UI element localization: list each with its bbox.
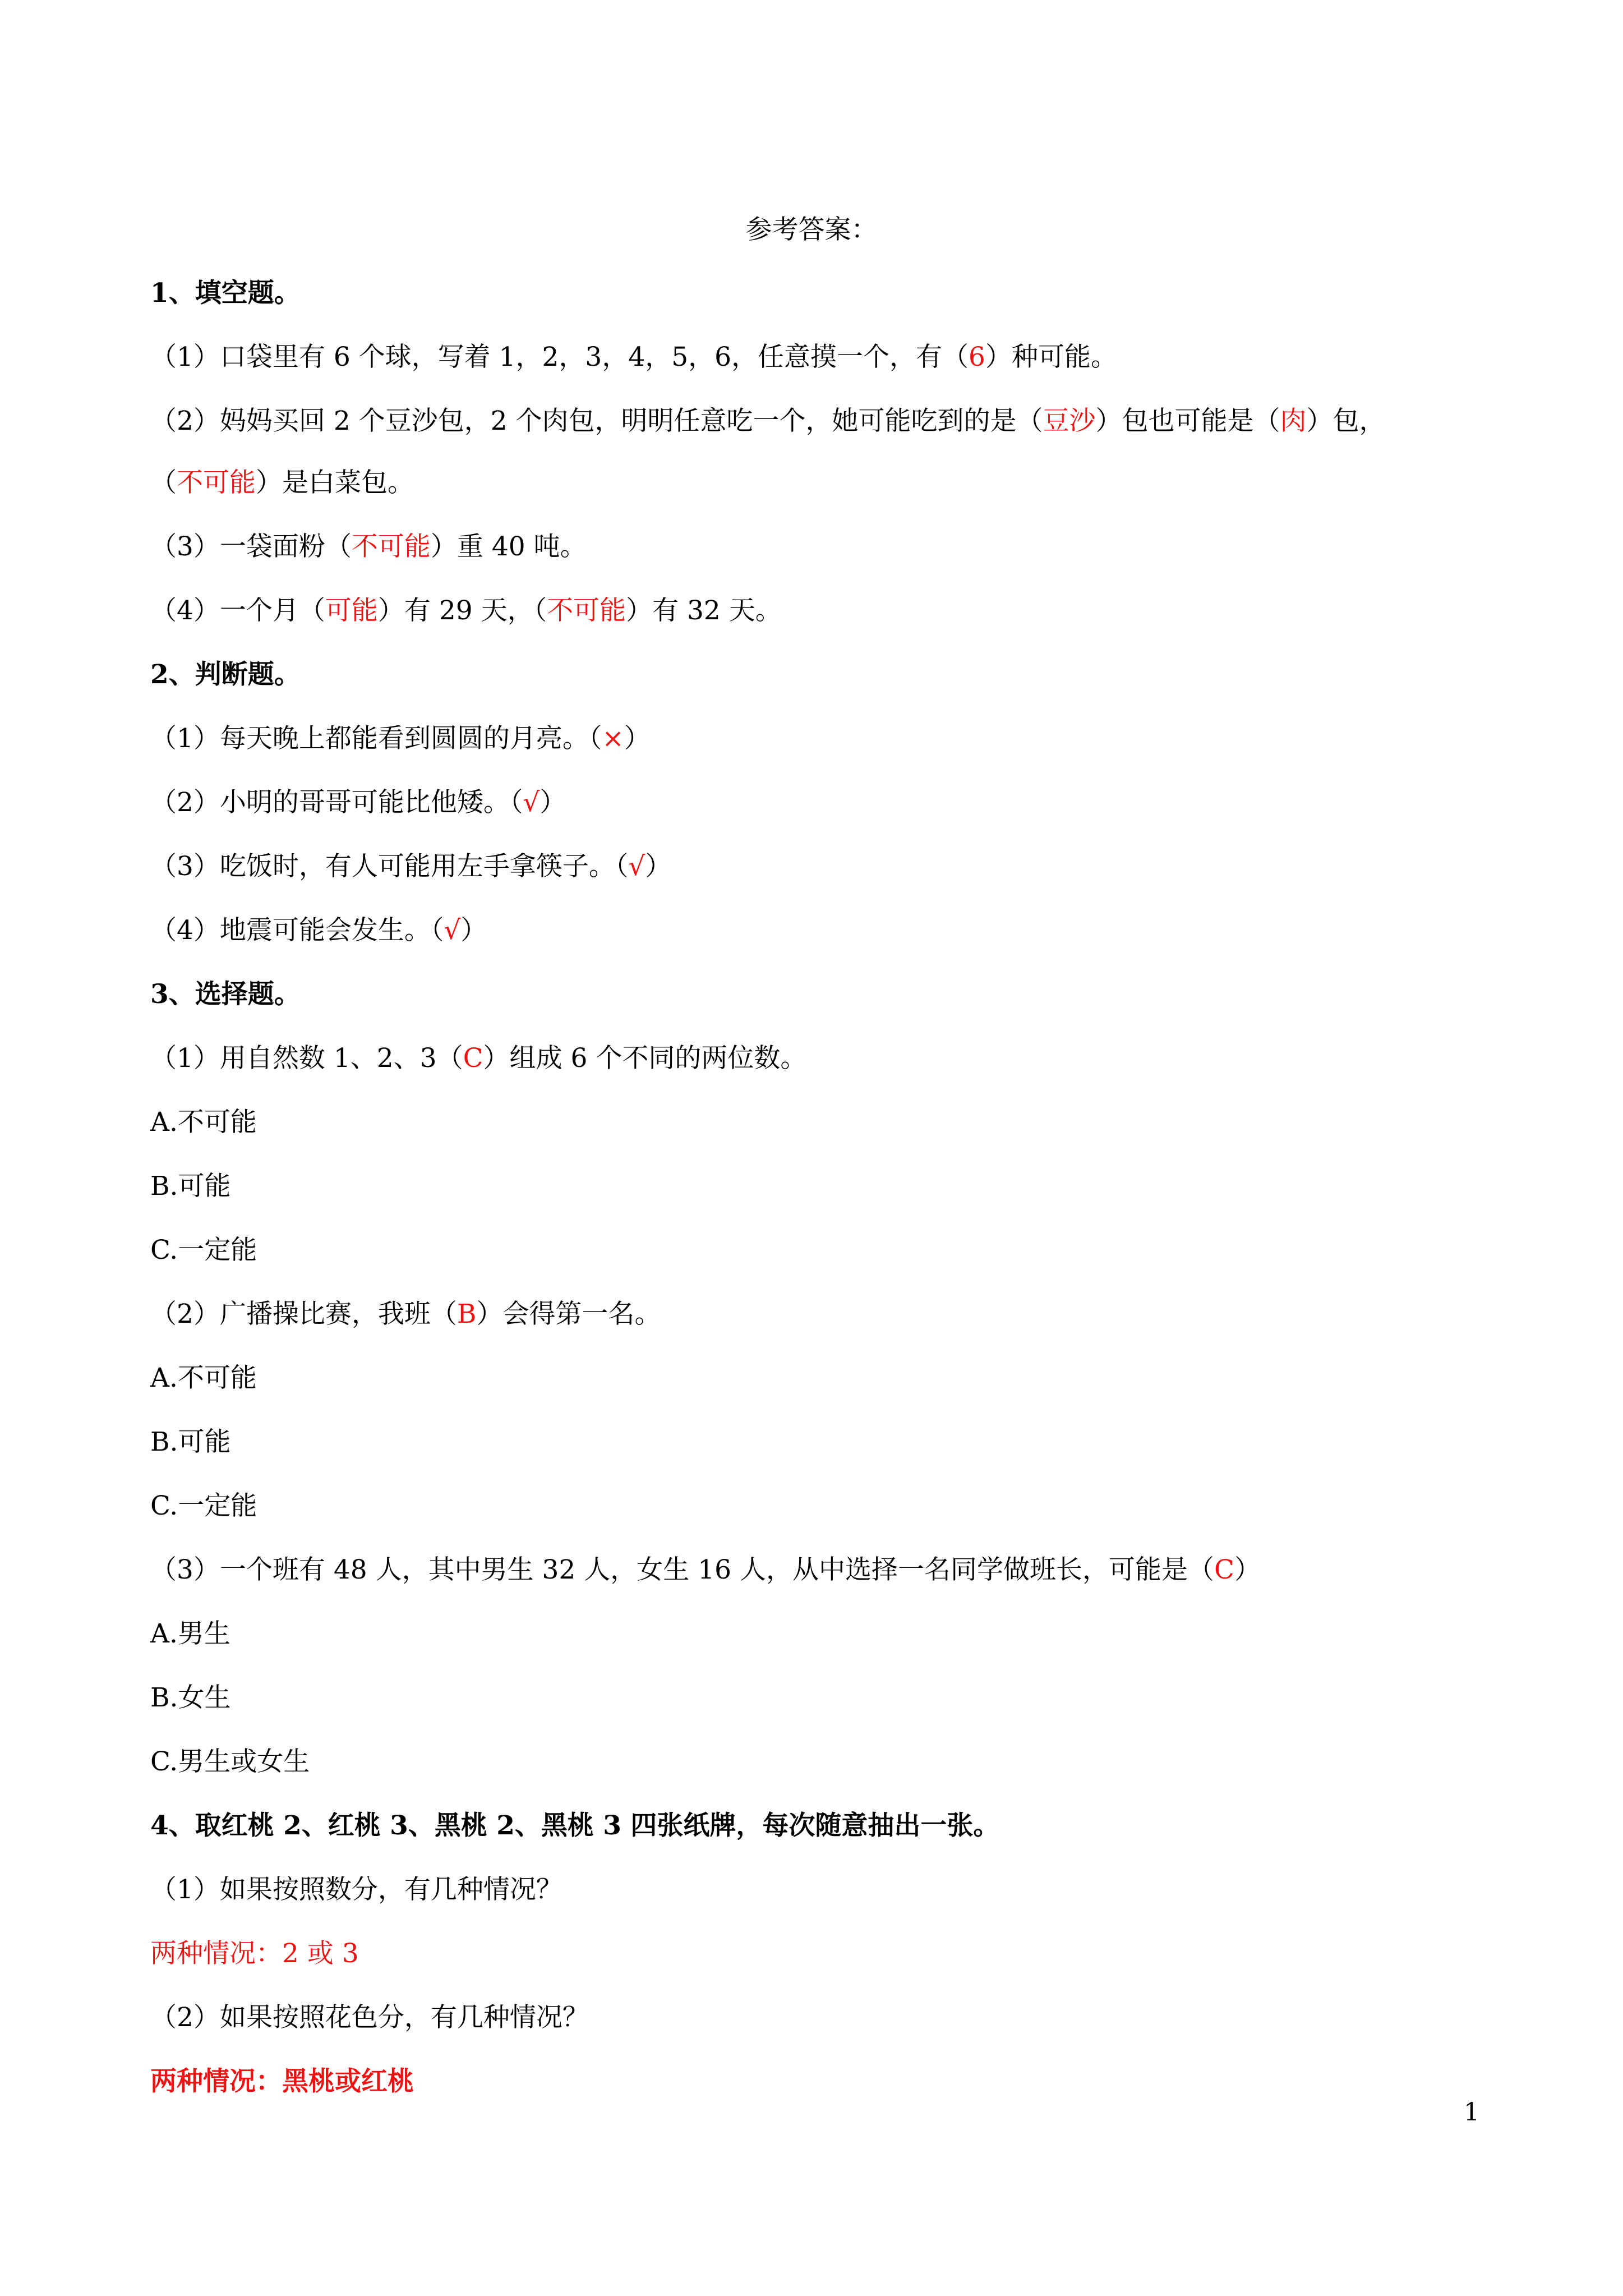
question-text: ）组成 6 个不同的两位数。	[483, 1043, 807, 1074]
answer: √	[523, 787, 540, 818]
question-text: （4）地震可能会发生。（	[150, 915, 444, 946]
section-2-heading: 2、判断题。	[150, 659, 301, 690]
fill-question-4	[150, 594, 782, 628]
question-text: （1）每天晚上都能看到圆圆的月亮。（	[150, 723, 602, 754]
question-text: （3）一个班有 48 人，其中男生 32 人，女生 16 人，从中选择一名同学做班长，可能是（	[150, 1554, 1214, 1585]
choice-option-b: B.可能	[150, 1427, 231, 1457]
question-text: （3）吃饭时，有人可能用左手拿筷子。（	[150, 851, 629, 882]
page-title: 参考答案：	[745, 214, 878, 245]
answer: C	[1214, 1554, 1234, 1585]
fill-question-3	[150, 530, 587, 564]
fill-question-2	[150, 404, 1386, 438]
question-text: ）重 40 吨。	[430, 531, 587, 562]
answer: √	[444, 915, 461, 946]
answer: 不可能	[177, 467, 256, 498]
choice-question-2	[150, 1297, 661, 1331]
question-text: （2）广播操比赛，我班（	[150, 1299, 457, 1329]
answer: 不可能	[547, 595, 626, 626]
question-text: ）	[1234, 1554, 1261, 1585]
question-text: （1）口袋里有 6 个球，写着 1，2，3，4，5，6，任意摸一个，有（	[150, 342, 969, 372]
answer: 豆沙	[1043, 406, 1096, 436]
choice-option-b: B.女生	[150, 1682, 231, 1713]
answer: 不可能	[351, 531, 431, 562]
page-number: 1	[1464, 2098, 1479, 2127]
problem-answer-2: 两种情况：黑桃或红桃	[150, 2066, 414, 2097]
problem-question-1: （1）如果按照数分，有几种情况？	[150, 1874, 562, 1905]
answer: 6	[969, 342, 985, 372]
choice-option-a: A.不可能	[150, 1363, 257, 1393]
question-text: ）有 29 天，（	[377, 595, 547, 626]
question-text: ）	[540, 787, 566, 818]
question-text: （2）小明的哥哥可能比他矮。（	[150, 787, 523, 818]
choice-option-b: B.可能	[150, 1171, 231, 1202]
question-text: ）会得第一名。	[476, 1299, 661, 1329]
answer: ×	[602, 723, 624, 754]
answer: √	[628, 851, 645, 882]
answer: 肉	[1280, 406, 1307, 436]
fill-question-2-continued	[150, 466, 414, 500]
answer: B	[457, 1299, 477, 1329]
judge-question-4	[150, 914, 487, 947]
fill-question-1	[150, 341, 1117, 374]
question-text: （2）妈妈买回 2 个豆沙包，2 个肉包，明明任意吃一个，她可能吃到的是（	[150, 406, 1043, 436]
question-text: ）包，	[1306, 406, 1386, 436]
question-text: ）	[645, 851, 672, 882]
choice-option-c: C.一定能	[150, 1490, 257, 1521]
question-text: ）	[624, 723, 651, 754]
choice-question-3	[150, 1553, 1261, 1587]
question-text: ）	[460, 915, 487, 946]
choice-option-a: A.男生	[150, 1618, 230, 1649]
question-text: （4）一个月（	[150, 595, 325, 626]
question-text: （1）用自然数 1、2、3（	[150, 1043, 463, 1074]
choice-option-a: A.不可能	[150, 1107, 257, 1138]
question-text: ）有 32 天。	[626, 595, 782, 626]
choice-question-1	[150, 1042, 806, 1075]
problem-question-2: （2）如果按照花色分，有几种情况？	[150, 2002, 589, 2033]
section-3-heading: 3、选择题。	[150, 979, 301, 1010]
question-text: （	[150, 467, 177, 498]
answer: 可能	[325, 595, 378, 626]
section-4-heading: 4、取红桃 2、红桃 3、黑桃 2、黑桃 3 四张纸牌，每次随意抽出一张。	[150, 1810, 1000, 1841]
section-1-heading: 1、填空题。	[150, 278, 301, 309]
answer: C	[463, 1043, 483, 1074]
judge-question-3	[150, 850, 671, 884]
question-text: ）包也可能是（	[1095, 406, 1280, 436]
question-text: ）是白菜包。	[256, 467, 414, 498]
problem-answer-1: 两种情况：2 或 3	[150, 1938, 359, 1969]
judge-question-2	[150, 786, 566, 820]
choice-option-c: C.男生或女生	[150, 1746, 310, 1777]
question-text: ）种可能。	[985, 342, 1117, 372]
question-text: （3）一袋面粉（	[150, 531, 352, 562]
judge-question-1	[150, 722, 651, 756]
choice-option-c: C.一定能	[150, 1235, 257, 1266]
